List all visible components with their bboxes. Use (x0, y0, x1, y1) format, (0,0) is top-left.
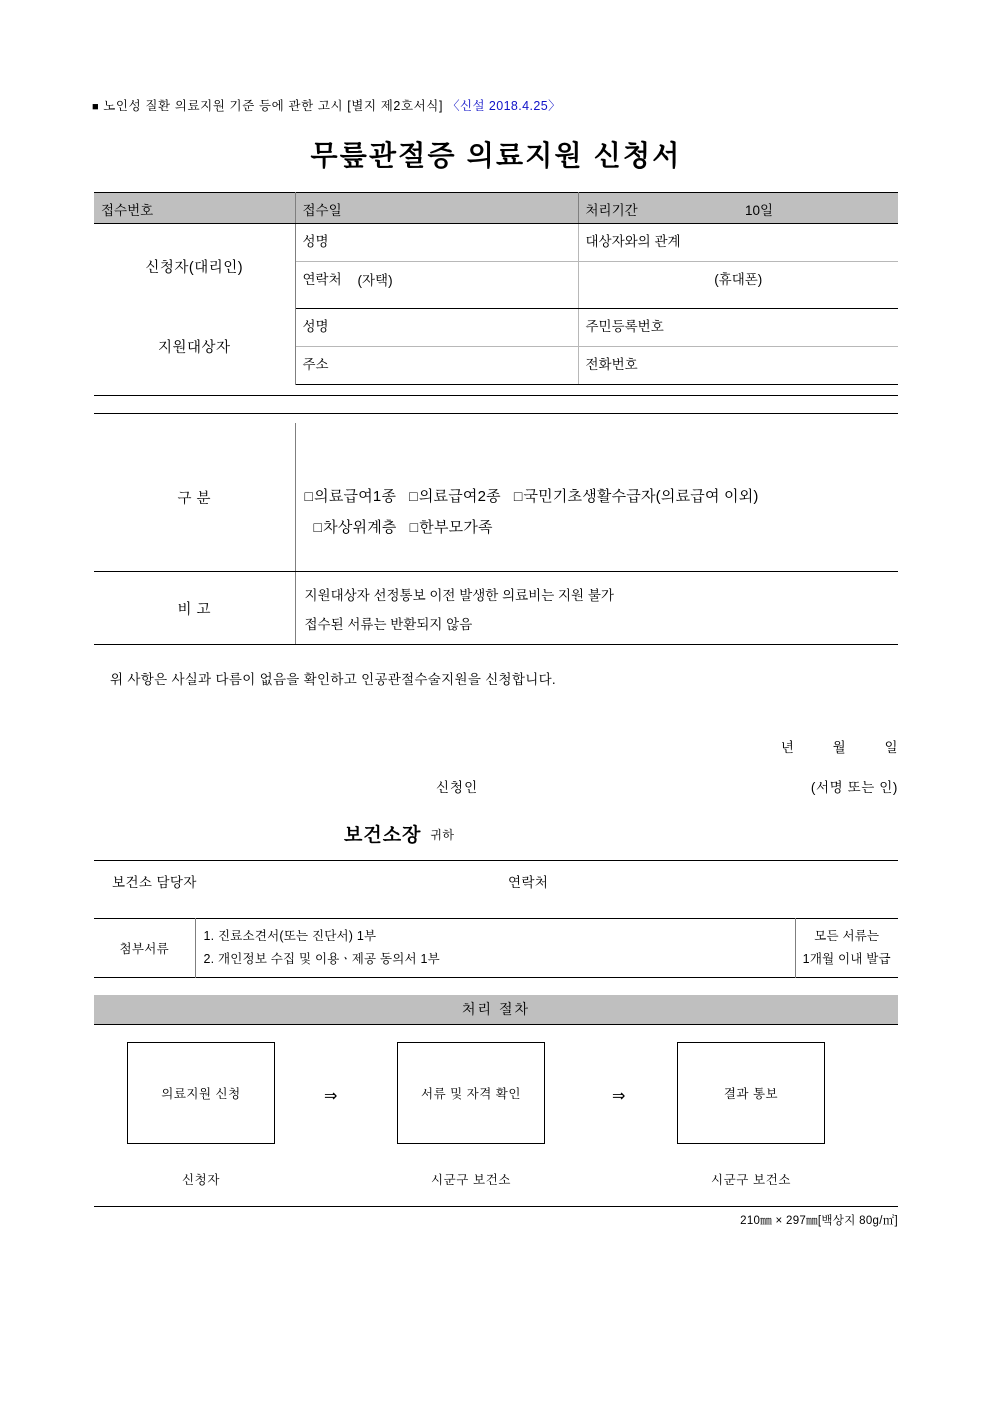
target-ssn-label: 주민등록번호 (585, 319, 664, 334)
attachments-table (94, 918, 898, 978)
form-source-notice (92, 96, 561, 114)
checkbox-icon[interactable]: □ (304, 488, 314, 504)
process-flow-diagram (94, 1042, 898, 1192)
remarks-list (296, 572, 899, 639)
year-field[interactable]: 년 (780, 740, 795, 755)
remarks-line: 접수된 서류는 반환되지 않음 (304, 617, 473, 632)
target-section-label: 지원대상자 (157, 340, 231, 356)
category-row (94, 423, 898, 572)
category-label: 구 분 (177, 490, 212, 507)
applicant-info-table (94, 192, 898, 385)
receipt-number-cell (94, 193, 295, 224)
table-spacer-band (94, 395, 898, 414)
target-section-label-cell (94, 309, 295, 385)
flow-arrow-icon: ⇒ (612, 1088, 626, 1105)
checkbox-icon[interactable]: □ (409, 519, 419, 535)
process-step-box-1 (127, 1042, 275, 1144)
remarks-row (94, 572, 898, 645)
processing-period-label-cell (578, 193, 738, 224)
receipt-date-cell[interactable] (295, 193, 578, 224)
attachments-label: 첨부서류 (119, 942, 169, 956)
health-center-staff-contact-label[interactable]: 연락처 (508, 875, 549, 890)
remarks-label-cell (94, 572, 295, 645)
signature-applicant-label: 신청인 (436, 780, 479, 795)
target-ssn-field[interactable] (578, 309, 898, 347)
health-center-staff-row (112, 871, 549, 891)
receipt-number-label: 접수번호 (101, 203, 154, 218)
process-step-label: 의료지원 신청 (161, 1087, 241, 1101)
target-address-label: 주소 (302, 357, 329, 372)
checkbox-option-medicaid-type1[interactable] (305, 488, 397, 505)
applicant-relation-field[interactable] (578, 224, 898, 262)
footer-divider-rule (94, 1206, 898, 1207)
attachments-note-cell (795, 919, 898, 978)
checkbox-option-medicaid-type2[interactable] (409, 488, 501, 505)
checkbox-icon[interactable]: □ (409, 488, 418, 504)
page-title: 무릎관절증 의료지원 신청서 (310, 140, 682, 171)
target-address-field[interactable] (295, 347, 578, 385)
applicant-name-row (94, 224, 898, 262)
category-checkbox-group (296, 423, 899, 543)
checkbox-label: 국민기초생활수급자(의료급여 이외) (523, 488, 759, 505)
notice-text: 노인성 질환 의료지원 기준 등에 관한 고시 [별지 제2호서식] (103, 99, 444, 113)
addressee-row (344, 820, 454, 847)
processing-period-value-cell (738, 193, 898, 224)
process-step-box-2 (397, 1042, 545, 1144)
notice-revision-note: 〈신설 2018.4.25〉 (447, 99, 561, 113)
applicant-name-field[interactable] (295, 224, 578, 262)
process-step-label: 서류 및 자격 확인 (421, 1087, 521, 1101)
receipt-header-row (94, 193, 898, 224)
attachments-row (94, 919, 898, 978)
applicant-name-label: 성명 (302, 234, 329, 249)
processing-period-value: 10일 (745, 203, 774, 218)
month-field[interactable]: 월 (832, 740, 847, 755)
checkbox-label: 의료급여1종 (314, 488, 397, 505)
category-remarks-table (94, 423, 898, 645)
remarks-label: 비 고 (177, 601, 212, 618)
attachment-item: 1. 진료소견서(또는 진단서) 1부 (203, 929, 377, 943)
target-phone-label: 전화번호 (585, 357, 638, 372)
target-phone-field[interactable] (578, 347, 898, 385)
processing-period-label: 처리기간 (585, 203, 638, 218)
day-field[interactable]: 일 (884, 740, 898, 755)
attachment-item: 2. 개인정보 수집 및 이용ㆍ제공 동의서 1부 (203, 952, 440, 966)
applicant-home-phone-label: (자택) (357, 273, 393, 288)
checkbox-label: 차상위계층 (323, 519, 397, 536)
attachments-note-line: 1개월 이내 발급 (802, 952, 891, 966)
addressee-title: 보건소장 (344, 825, 422, 846)
paper-spec-note: 210㎜ × 297㎜[백상지 80g/㎡] (740, 1215, 898, 1227)
date-fields-row (0, 736, 898, 756)
process-step-box-3 (677, 1042, 825, 1144)
applicant-section-label: 신청자(대리인) (145, 259, 244, 276)
checkbox-option-near-poverty[interactable] (314, 519, 397, 536)
process-step-actor-1: 신청자 (181, 1173, 221, 1187)
checkbox-label: 의료급여2종 (418, 488, 501, 505)
applicant-section-label-cell (94, 224, 295, 309)
category-options-cell (295, 423, 898, 572)
remarks-line: 지원대상자 선정통보 이전 발생한 의료비는 지원 불가 (304, 588, 614, 603)
applicant-mobile-phone-label: (휴대폰) (714, 272, 763, 287)
checkbox-option-basic-livelihood[interactable] (514, 488, 759, 505)
signature-seal-note[interactable]: (서명 또는 인) (810, 780, 898, 795)
checkbox-icon[interactable]: □ (313, 519, 323, 535)
target-name-field[interactable] (295, 309, 578, 347)
attachments-note-line: 모든 서류는 (814, 929, 880, 943)
attachments-list-cell (195, 919, 795, 978)
process-step-actor-3: 시군구 보건소 (710, 1173, 792, 1187)
attachments-label-cell (94, 919, 195, 978)
process-step-label: 결과 통보 (723, 1087, 779, 1101)
process-step-actor-2: 시군구 보건소 (430, 1173, 512, 1187)
checkbox-icon[interactable]: □ (513, 488, 523, 504)
health-center-staff-label: 보건소 담당자 (112, 875, 197, 890)
applicant-contact-label: 연락처 (302, 272, 342, 287)
process-section-title: 처리 절차 (94, 995, 898, 1025)
remarks-content-cell (295, 572, 898, 645)
addressee-honorific: 귀하 (430, 828, 455, 842)
target-name-row (94, 309, 898, 347)
checkbox-option-single-parent[interactable] (410, 519, 493, 536)
category-label-cell (94, 423, 295, 572)
flow-arrow-icon: ⇒ (324, 1088, 338, 1105)
applicant-mobile-phone-field[interactable] (578, 262, 898, 309)
applicant-home-phone-field[interactable] (295, 262, 578, 309)
bullet-square-icon: ■ (92, 101, 100, 113)
applicant-relation-label: 대상자와의 관계 (585, 234, 681, 249)
receipt-date-label: 접수일 (302, 203, 342, 218)
declaration-statement: 위 사항은 사실과 다름이 없음을 확인하고 인공관절수술지원을 신청합니다. (110, 672, 556, 687)
section-divider-rule (94, 860, 898, 861)
target-name-label: 성명 (302, 319, 329, 334)
checkbox-label: 한부모가족 (419, 519, 493, 536)
